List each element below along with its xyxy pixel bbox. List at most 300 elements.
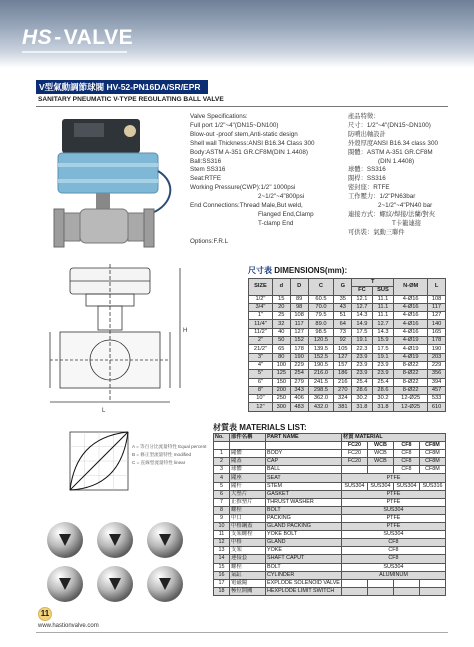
table-cell: 254: [290, 370, 308, 378]
table-cell: 30.2: [352, 395, 372, 403]
table-cell: BODY: [266, 450, 342, 458]
table-row: [249, 353, 446, 361]
table-cell: 12: [214, 539, 230, 547]
dim-col-c: C: [308, 279, 334, 296]
table-cell: 7: [214, 498, 230, 506]
table-cell: 8-Ø22: [394, 386, 428, 394]
table-cell: 25: [272, 312, 290, 320]
dim-col-t: T: [352, 279, 394, 287]
spec-en-line: Working Pressure(CWP):1/2" 1000psi: [190, 184, 296, 192]
table-cell: 108: [428, 295, 446, 303]
table-cell: 12-Ø25: [394, 395, 428, 403]
table-cell: 8": [249, 386, 273, 394]
table-cell: WCB: [367, 458, 393, 466]
table-row: [214, 450, 446, 458]
mat-col-cn: 部件名稱: [230, 434, 266, 442]
dimensions-table: [248, 278, 446, 412]
table-cell: 3": [249, 353, 273, 361]
table-cell: 298.5: [308, 386, 334, 394]
table-row: [249, 378, 446, 386]
table-cell: 270: [334, 386, 352, 394]
table-cell: PTFE: [341, 514, 445, 522]
dimensions-body: [249, 295, 446, 411]
table-cell: 432.0: [308, 403, 334, 411]
table-cell: SUS304: [393, 482, 419, 490]
table-cell: HEXPLODE LIMIT SWITCH: [266, 587, 342, 595]
table-cell: 14.3: [372, 328, 394, 336]
table-cell: YOKE: [266, 547, 342, 555]
table-cell: 190: [290, 353, 308, 361]
table-row: [214, 587, 446, 595]
curve-legend-a: A = 等百分比流量特性 Equal percent: [132, 444, 207, 449]
table-cell: 362.0: [308, 395, 334, 403]
table-cell: 324: [334, 395, 352, 403]
table-cell: 4-Ø16: [394, 312, 428, 320]
specs-english: [190, 113, 314, 247]
materials-title-cn: 材質表: [213, 423, 237, 432]
table-cell: 457: [428, 386, 446, 394]
table-cell: 64: [334, 320, 352, 328]
table-cell: 5: [214, 482, 230, 490]
footer-divider: [36, 632, 448, 633]
table-cell: 12.7: [372, 320, 394, 328]
table-cell: GASKET: [266, 490, 342, 498]
table-cell: 157: [334, 361, 352, 369]
table-cell: 25.4: [372, 378, 394, 386]
dim-col-l: L: [428, 279, 446, 296]
dim-col-d: d: [272, 279, 290, 296]
table-cell: CF8M: [419, 458, 445, 466]
mat-col-part: PART NAME: [266, 434, 342, 442]
table-cell: 229: [428, 361, 446, 369]
table-cell: 11/4": [249, 320, 273, 328]
table-row: [214, 514, 446, 522]
table-cell: 4-Ø16: [394, 320, 428, 328]
spec-cn-line: 球體：SS316: [348, 166, 386, 174]
table-cell: 4-Ø19: [394, 353, 428, 361]
dim-col-sus: SUS: [372, 287, 394, 295]
table-cell: 止推墊片: [230, 498, 266, 506]
table-cell: 6: [214, 490, 230, 498]
table-cell: 閥座: [230, 474, 266, 482]
table-cell: 43: [334, 303, 352, 311]
table-row: [249, 361, 446, 369]
table-cell: 21/2": [249, 345, 273, 353]
table-row: [249, 312, 446, 320]
dim-col-n: N-ØM: [394, 279, 428, 296]
table-cell: 17: [214, 579, 230, 587]
table-cell: PACKING: [266, 514, 342, 522]
spec-en-line: Seat:RTFE: [190, 175, 222, 183]
table-cell: 120.5: [308, 337, 334, 345]
table-cell: 139.5: [308, 345, 334, 353]
table-row: [249, 386, 446, 394]
table-cell: 16: [214, 571, 230, 579]
table-cell: 32: [272, 320, 290, 328]
ball-2: [97, 522, 133, 558]
table-cell: EXPLODE SOLENOID VALVE: [267, 579, 340, 586]
table-cell: 1": [249, 312, 273, 320]
spec-cn-line: 可供裝：氣動三聯件: [348, 228, 405, 236]
table-cell: 13: [214, 547, 230, 555]
table-cell: 19.1: [352, 337, 372, 345]
ball-1: [47, 522, 83, 558]
table-cell: 4-Ø16: [394, 328, 428, 336]
table-cell: 1/2": [249, 295, 273, 303]
table-cell: 127: [334, 353, 352, 361]
table-cell: [230, 442, 266, 450]
table-cell: 18: [214, 587, 230, 595]
solenoid-box: [74, 123, 104, 137]
table-cell: [367, 579, 393, 587]
spec-cn-line: 閥體：ASTM A-351 GR.CF8M: [348, 148, 433, 156]
table-cell: 98.5: [308, 328, 334, 336]
spec-cn-line: T卡籠連接: [392, 219, 422, 227]
table-cell: [341, 466, 367, 474]
table-cell: 大墊片: [230, 490, 266, 498]
dim-label-l: L: [102, 408, 106, 414]
spec-en-line: End Connections:Thread Male,But weld,: [190, 202, 303, 210]
table-cell: 300: [272, 403, 290, 411]
table-cell: 9: [214, 514, 230, 522]
table-cell: 4-Ø16: [394, 295, 428, 303]
material-grade: WCB: [367, 442, 393, 450]
spec-cn-line: 閥桿：SS316: [348, 175, 386, 183]
materials-title-en: MATERIALS LIST:: [239, 423, 307, 432]
table-cell: 92: [334, 337, 352, 345]
spec-en-line: Shell wall Thickness:ANSI B16.34 Class 300: [190, 139, 315, 147]
dim-col-fc: FC: [352, 287, 372, 295]
table-cell: 152.5: [308, 353, 334, 361]
table-cell: 11.1: [372, 303, 394, 311]
table-row: [214, 523, 446, 531]
table-cell: 閥蓋: [230, 458, 266, 466]
table-cell: 610: [428, 403, 446, 411]
ball-6: [147, 566, 183, 602]
table-row: [214, 466, 446, 474]
table-cell: ALUMINUM: [341, 571, 445, 579]
table-cell: 28.6: [372, 386, 394, 394]
spec-cn-line: (DIN 1.4408): [378, 157, 415, 165]
dim-label-h: H: [183, 328, 188, 334]
ball-4: [47, 566, 83, 602]
table-cell: 51: [334, 312, 352, 320]
table-cell: STEM: [266, 482, 342, 490]
spec-en-line: Options:F.R.L: [190, 237, 229, 245]
actuator-body: [58, 153, 158, 193]
table-cell: 支架螺栓: [230, 531, 266, 539]
table-row: [214, 579, 446, 587]
table-cell: 閥杆: [230, 482, 266, 490]
table-cell: 11.1: [372, 295, 394, 303]
table-cell: SEAT: [266, 474, 342, 482]
table-cell: 10: [214, 523, 230, 531]
spec-en-line: [190, 229, 314, 238]
table-cell: 11: [214, 531, 230, 539]
table-cell: 125: [272, 370, 290, 378]
table-cell: WCB: [367, 450, 393, 458]
table-cell: SUS304: [341, 531, 445, 539]
table-cell: CF8: [341, 547, 445, 555]
table-cell: 79.5: [308, 312, 334, 320]
table-cell: 球體: [230, 466, 266, 474]
valve-body: [80, 209, 128, 243]
table-row: [214, 563, 446, 571]
table-row: [249, 370, 446, 378]
table-cell: [367, 466, 393, 474]
table-cell: SUS304: [367, 482, 393, 490]
table-row: [214, 555, 446, 563]
table-row: [249, 295, 446, 303]
table-cell: 127: [428, 312, 446, 320]
table-cell: BALL: [266, 466, 342, 474]
table-cell: 8-Ø22: [394, 378, 428, 386]
table-cell: 4": [249, 361, 273, 369]
spec-en-line: Full port 1/2"~4"(DN15~DN100): [190, 121, 279, 129]
table-cell: 3/4": [249, 303, 273, 311]
table-cell: YOKE BOLT: [266, 531, 342, 539]
table-cell: 2": [249, 337, 273, 345]
spec-en-line: Flanged End,Clamp: [258, 210, 314, 218]
table-cell: SHAFT CAPUT: [266, 555, 342, 563]
table-cell: 89: [290, 295, 308, 303]
table-cell: 190.5: [308, 361, 334, 369]
table-cell: SUS316: [419, 482, 445, 490]
table-row: [249, 403, 446, 411]
table-cell: [419, 579, 445, 587]
website-url[interactable]: www.hastionvalve.com: [38, 623, 99, 629]
material-grade: CF8: [393, 442, 419, 450]
table-cell: FC20: [341, 450, 367, 458]
table-cell: 8: [214, 506, 230, 514]
table-cell: 中格: [230, 539, 266, 547]
table-cell: 28.6: [352, 386, 372, 394]
table-row: [214, 482, 446, 490]
spec-en-line: 2~1/2"~4"800psi: [258, 193, 305, 201]
table-cell: SUS304: [341, 563, 445, 571]
table-row: [214, 547, 446, 555]
table-cell: 螺栓: [230, 563, 266, 571]
table-cell: 105: [334, 345, 352, 353]
table-row: [249, 303, 446, 311]
spec-en-line: Body:ASTM A-351 GR.CF8M(DIN 1.4408): [190, 148, 308, 156]
material-grade: FC20: [341, 442, 367, 450]
table-cell: 100: [272, 361, 290, 369]
mat-col-no: No.: [214, 434, 230, 442]
table-cell: 89.0: [308, 320, 334, 328]
material-grade-row: [214, 442, 446, 450]
table-cell: 12.7: [352, 303, 372, 311]
table-cell: 電磁閥: [230, 579, 266, 587]
table-cell: 23.9: [372, 370, 394, 378]
table-cell: [419, 587, 445, 595]
product-photo: [40, 113, 183, 261]
table-cell: 3: [214, 466, 230, 474]
table-cell: 11/2": [249, 328, 273, 336]
table-cell: 23.9: [352, 353, 372, 361]
specs-chinese: [348, 113, 438, 238]
table-cell: 152: [290, 337, 308, 345]
table-cell: 483: [290, 403, 308, 411]
table-cell: 108: [290, 312, 308, 320]
table-cell: 216: [334, 378, 352, 386]
table-cell: CAP: [266, 458, 342, 466]
brand-dash: -: [54, 26, 62, 49]
table-cell: 12.1: [352, 295, 372, 303]
product-title: V型氣動調節球閥 HV-52-PN16DA/SR/EPR: [36, 80, 208, 94]
table-cell: CF8M: [419, 466, 445, 474]
table-row: [214, 571, 446, 579]
table-cell: 17.5: [372, 345, 394, 353]
table-cell: 117: [290, 320, 308, 328]
table-cell: CF8: [393, 458, 419, 466]
table-cell: 40: [272, 328, 290, 336]
yoke: [96, 193, 110, 209]
table-cell: 23.9: [352, 370, 372, 378]
table-cell: 23.9: [352, 361, 372, 369]
table-cell: [367, 587, 393, 595]
table-cell: 35: [334, 295, 352, 303]
divider: [36, 106, 448, 107]
spec-en-line: Stem SS316: [190, 166, 226, 174]
table-cell: CF8: [341, 555, 445, 563]
table-cell: 22.3: [352, 345, 372, 353]
table-cell: 203: [428, 353, 446, 361]
table-cell: 中格鋼蓋: [230, 523, 266, 531]
table-cell: 178: [290, 345, 308, 353]
spec-cn-line: 防噴出軸設計: [348, 130, 386, 138]
table-row: [214, 490, 446, 498]
table-cell: 343: [290, 386, 308, 394]
flange-right: [144, 209, 154, 247]
spec-cn-line: 工作壓力：1/2"PN63bar: [348, 193, 416, 201]
table-cell: 12-Ø25: [394, 403, 428, 411]
table-cell: 31.8: [372, 403, 394, 411]
spec-cn-line: 尺寸：1/2"~4"(DN15~DN100): [348, 121, 431, 129]
table-cell: 2: [214, 458, 230, 466]
table-row: [249, 320, 446, 328]
table-cell: 165: [428, 328, 446, 336]
ball-3: [147, 522, 183, 558]
table-cell: 17.5: [352, 328, 372, 336]
table-cell: 80: [272, 353, 290, 361]
table-cell: 127: [290, 328, 308, 336]
table-cell: 4-Ø16: [394, 303, 428, 311]
flange-left: [54, 209, 64, 247]
table-cell: 178: [428, 337, 446, 345]
table-cell: 15: [272, 295, 290, 303]
table-cell: 14.9: [352, 320, 372, 328]
table-row: [214, 498, 446, 506]
flow-curve: [68, 430, 130, 492]
page-header: [0, 0, 474, 68]
spec-en-line: T-clamp End: [258, 219, 294, 227]
table-cell: PTFE: [341, 474, 445, 482]
table-cell: CF8: [341, 539, 445, 547]
spec-en-line: Valve Specifications:: [190, 113, 248, 120]
table-cell: 250: [272, 395, 290, 403]
product-subtitle: SANITARY PNEUMATIC V-TYPE REGULATING BALL VALVE: [38, 96, 224, 103]
table-cell: 60.5: [308, 295, 334, 303]
table-cell: 50: [272, 337, 290, 345]
spec-cn-line: 外殼厚度ANSI B16.34 class 300: [348, 139, 438, 147]
dimensions-title-cn: 尺寸表: [248, 266, 272, 275]
table-cell: 98: [290, 303, 308, 311]
table-cell: BOLT: [266, 563, 342, 571]
table-cell: 73: [334, 328, 352, 336]
table-cell: 241.5: [308, 378, 334, 386]
table-cell: CF8: [393, 450, 419, 458]
table-cell: PTFE: [341, 523, 445, 531]
spec-en-line: Ball:SS316: [190, 157, 222, 165]
table-row: [214, 531, 446, 539]
table-cell: 15.9: [372, 337, 394, 345]
table-cell: 356: [428, 370, 446, 378]
table-cell: 394: [428, 378, 446, 386]
table-cell: 190: [428, 345, 446, 353]
table-cell: 14: [214, 555, 230, 563]
table-cell: 533: [428, 395, 446, 403]
materials-table: [213, 433, 446, 596]
table-cell: 65: [272, 345, 290, 353]
table-cell: 31.8: [352, 403, 372, 411]
table-cell: [393, 579, 419, 587]
table-cell: BOLT: [266, 506, 342, 514]
table-cell: CF8M: [419, 450, 445, 458]
table-cell: [214, 442, 230, 450]
table-cell: GLAND PACKING: [266, 523, 342, 531]
mat-col-material: 材質 MATERIAL: [341, 434, 445, 442]
materials-title: [213, 422, 307, 433]
table-cell: 螺栓: [230, 506, 266, 514]
table-cell: [393, 587, 419, 595]
curve-legend-c: C = 直線型流量特性 linear: [132, 460, 186, 465]
table-row: [214, 458, 446, 466]
table-cell: PTFE: [341, 498, 445, 506]
table-cell: 6": [249, 378, 273, 386]
spec-cn-line: 2~1/2"~4"PN40 bar: [378, 202, 433, 210]
table-cell: THRUST WASHER: [266, 498, 342, 506]
table-cell: 25.4: [352, 378, 372, 386]
table-cell: 5": [249, 370, 273, 378]
table-cell: [341, 579, 367, 587]
curve-legend-b: B = 修正型流量特性 modified: [132, 452, 192, 457]
table-cell: 279: [290, 378, 308, 386]
table-cell: SUS304: [341, 506, 445, 514]
table-cell: 8-Ø22: [394, 370, 428, 378]
dim-col-g: G: [334, 279, 352, 296]
spec-en-line: Blow-out -proof stem,Anti-static design: [190, 130, 298, 138]
table-row: [249, 328, 446, 336]
table-cell: 11.1: [372, 312, 394, 320]
dim-col-size: SIZE: [249, 279, 273, 296]
dimensions-title-en: DIMENSIONS(mm):: [274, 266, 348, 275]
table-cell: 氣缸: [230, 571, 266, 579]
table-cell: 12": [249, 403, 273, 411]
table-cell: SUS304: [341, 482, 367, 490]
table-cell: 支架: [230, 547, 266, 555]
table-cell: 70.0: [308, 303, 334, 311]
table-cell: 15: [214, 563, 230, 571]
table-cell: 23.9: [372, 361, 394, 369]
table-cell: 406: [290, 395, 308, 403]
table-cell: 200: [272, 386, 290, 394]
table-cell: 20: [272, 303, 290, 311]
logo-underline: [22, 51, 127, 53]
table-cell: 4-Ø19: [394, 337, 428, 345]
spec-cn-line: 連接方式：螺紋/焊接/法蘭/對夾: [348, 210, 436, 218]
table-cell: 140: [428, 320, 446, 328]
